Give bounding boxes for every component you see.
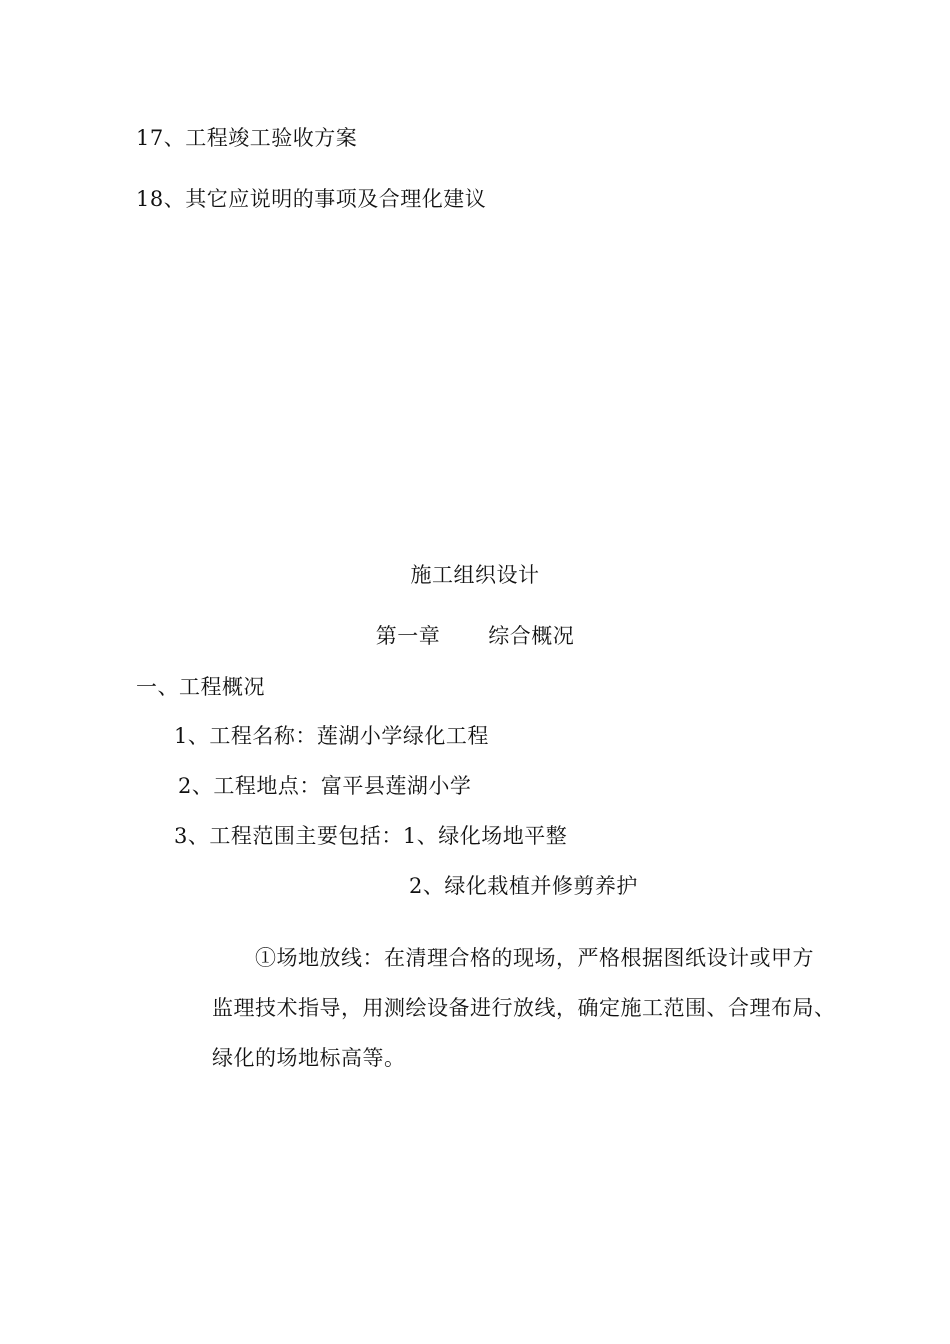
chapter-number: 第一章	[375, 624, 441, 648]
project-scope: 3、工程范围主要包括：1、绿化场地平整	[174, 824, 568, 848]
toc-item-17: 17、工程竣工验收方案	[136, 126, 358, 150]
paragraph-line-1: ①场地放线：在清理合格的现场，严格根据图纸设计或甲方	[255, 946, 814, 970]
chapter-title: 综合概况	[488, 624, 575, 648]
paragraph-line-3: 绿化的场地标高等。	[212, 1046, 406, 1070]
project-name: 1、工程名称：莲湖小学绿化工程	[174, 724, 489, 748]
project-scope-item-2: 2、绿化栽植并修剪养护	[409, 874, 638, 898]
paragraph-line-2: 监理技术指导，用测绘设备进行放线，确定施工范围、合理布局、	[212, 996, 836, 1020]
project-location: 2、工程地点：富平县莲湖小学	[178, 774, 472, 798]
chapter-heading	[0, 621, 950, 651]
section-heading: 一、工程概况	[136, 675, 265, 699]
document-title: 施工组织设计	[410, 563, 540, 587]
toc-item-18: 18、其它应说明的事项及合理化建议	[136, 187, 487, 211]
